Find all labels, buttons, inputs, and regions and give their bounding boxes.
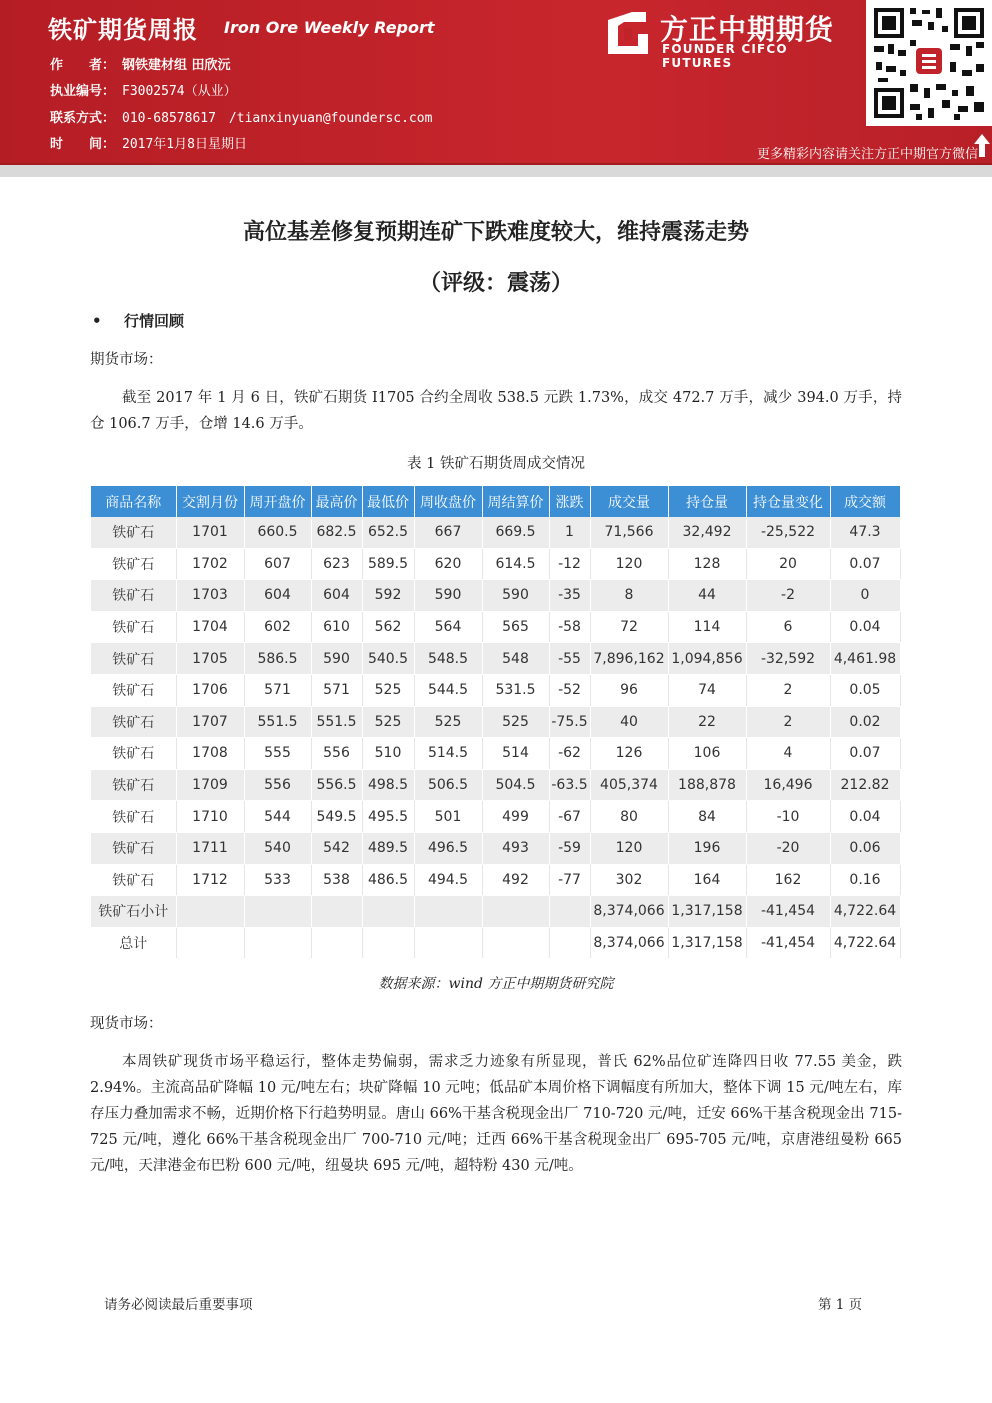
table-cell: 1706: [176, 674, 244, 706]
table-cell: 604: [311, 580, 362, 612]
table-cell: 544.5: [414, 674, 482, 706]
logo-text-en: FOUNDER CIFCO FUTURES: [662, 42, 788, 70]
table-cell: -2: [746, 580, 830, 612]
table-cell: 铁矿石: [91, 548, 176, 580]
table-cell: 4,722.64: [830, 896, 900, 928]
table-cell: 504.5: [482, 769, 549, 801]
table-cell: -62: [549, 738, 590, 770]
table-cell: 1708: [176, 738, 244, 770]
table-cell: 4,722.64: [830, 927, 900, 959]
table-cell: 16,496: [746, 769, 830, 801]
table-cell: [244, 896, 311, 928]
table-cell: 0.04: [830, 801, 900, 833]
table-cell: [244, 927, 311, 959]
table-cell: 196: [668, 832, 746, 864]
table-header-cell: 最低价: [362, 486, 414, 517]
header-divider: [0, 163, 992, 177]
table-cell: -10: [746, 801, 830, 833]
table-cell: 212.82: [830, 769, 900, 801]
table-cell: 72: [590, 611, 668, 643]
table-cell: 564: [414, 611, 482, 643]
table-cell: 1707: [176, 706, 244, 738]
table-cell: -55: [549, 643, 590, 675]
table-cell: 302: [590, 864, 668, 896]
table-cell: 1: [549, 517, 590, 548]
table-cell: 405,374: [590, 769, 668, 801]
table-cell: -67: [549, 801, 590, 833]
table-header-cell: 周开盘价: [244, 486, 311, 517]
table-cell: 538: [311, 864, 362, 896]
table-cell: 551.5: [244, 706, 311, 738]
table-cell: 571: [311, 674, 362, 706]
table-cell: -63.5: [549, 769, 590, 801]
table-cell: 1701: [176, 517, 244, 548]
table-cell: [482, 896, 549, 928]
table-cell: 1,317,158: [668, 927, 746, 959]
table-cell: -25,522: [746, 517, 830, 548]
table-cell: 84: [668, 801, 746, 833]
table-header-cell: 交割月份: [176, 486, 244, 517]
table-cell: 114: [668, 611, 746, 643]
table-cell: 549.5: [311, 801, 362, 833]
table-cell: 501: [414, 801, 482, 833]
table-caption: 表 1 铁矿石期货周成交情况: [407, 456, 585, 472]
report-title-en: Iron Ore Weekly Report: [224, 18, 435, 37]
table-cell: 540: [244, 832, 311, 864]
table-cell: 486.5: [362, 864, 414, 896]
table-cell: 126: [590, 738, 668, 770]
table-cell: 510: [362, 738, 414, 770]
table-cell: 494.5: [414, 864, 482, 896]
table-row: [91, 896, 900, 928]
meta-contact: 联系方式： 010-68578617 /tianxinyuan@foundersc.com: [50, 111, 433, 126]
table-cell: [176, 927, 244, 959]
table-row: [91, 611, 900, 643]
table-cell: 106: [668, 738, 746, 770]
table-cell: 0.06: [830, 832, 900, 864]
table-cell: 47.3: [830, 517, 900, 548]
table-cell: -77: [549, 864, 590, 896]
table-row: [91, 927, 900, 959]
table-header-cell: 商品名称: [91, 486, 176, 517]
table-cell: 8,374,066: [590, 896, 668, 928]
table-header-row: [91, 486, 900, 517]
table-header-cell: 持仓量变化: [746, 486, 830, 517]
table-cell: 铁矿石: [91, 738, 176, 770]
table-cell: [549, 896, 590, 928]
table-cell: 6: [746, 611, 830, 643]
report-header: [0, 0, 992, 163]
table-cell: 489.5: [362, 832, 414, 864]
spot-label: 现货市场：: [90, 1016, 163, 1032]
table-header-cell: 持仓量: [668, 486, 746, 517]
table-cell: 164: [668, 864, 746, 896]
table-cell: 589.5: [362, 548, 414, 580]
table-cell: [549, 927, 590, 959]
table-cell: 542: [311, 832, 362, 864]
logo-mark-icon: [604, 10, 650, 56]
table-cell: -75.5: [549, 706, 590, 738]
table-cell: 555: [244, 738, 311, 770]
footer-notice: 请务必阅读最后重要事项: [104, 1297, 253, 1313]
table-cell: 551.5: [311, 706, 362, 738]
table-cell: 548.5: [414, 643, 482, 675]
table-cell: 623: [311, 548, 362, 580]
table-cell: 607: [244, 548, 311, 580]
table-cell: 602: [244, 611, 311, 643]
table-cell: 0.07: [830, 548, 900, 580]
table-body: [91, 517, 900, 959]
table-cell: 669.5: [482, 517, 549, 548]
table-cell: 8: [590, 580, 668, 612]
table-cell: 1703: [176, 580, 244, 612]
table-cell: -41,454: [746, 927, 830, 959]
table-header-cell: 最高价: [311, 486, 362, 517]
table-cell: 614.5: [482, 548, 549, 580]
table-cell: 586.5: [244, 643, 311, 675]
bullet-icon: •: [92, 312, 102, 330]
table-cell: 652.5: [362, 517, 414, 548]
table-cell: 556: [244, 769, 311, 801]
table-cell: 0.04: [830, 611, 900, 643]
table-cell: 40: [590, 706, 668, 738]
table-cell: -12: [549, 548, 590, 580]
table-header-cell: 周结算价: [482, 486, 549, 517]
table-cell: 0.05: [830, 674, 900, 706]
table-cell: 525: [362, 674, 414, 706]
meta-date: 时 间： 2017年1月8日星期日: [50, 137, 247, 152]
document-title: 高位基差修复预期连矿下跌难度较大，维持震荡走势: [242, 220, 749, 245]
table-cell: 514: [482, 738, 549, 770]
table-row: [91, 674, 900, 706]
table-cell: 682.5: [311, 517, 362, 548]
table-cell: 610: [311, 611, 362, 643]
table-cell: 铁矿石: [91, 674, 176, 706]
table-cell: 498.5: [362, 769, 414, 801]
table-cell: 1704: [176, 611, 244, 643]
table-cell: [311, 927, 362, 959]
table-cell: [414, 927, 482, 959]
table-cell: 533: [244, 864, 311, 896]
document-rating: （评级：震荡）: [418, 271, 573, 296]
table-cell: -59: [549, 832, 590, 864]
report-title: 铁矿期货周报: [48, 16, 198, 44]
table-cell: 514.5: [414, 738, 482, 770]
table-cell: 铁矿石: [91, 517, 176, 548]
table-cell: 1711: [176, 832, 244, 864]
table-row: [91, 548, 900, 580]
table-cell: 506.5: [414, 769, 482, 801]
table-cell: 7,896,162: [590, 643, 668, 675]
table-cell: 96: [590, 674, 668, 706]
table-cell: 562: [362, 611, 414, 643]
table-cell: 525: [362, 706, 414, 738]
table-cell: 496.5: [414, 832, 482, 864]
table-cell: 总计: [91, 927, 176, 959]
table-cell: 1712: [176, 864, 244, 896]
table-cell: 71,566: [590, 517, 668, 548]
arrow-stem: [979, 143, 985, 157]
table-cell: 590: [311, 643, 362, 675]
spot-paragraph: 本周铁矿现货市场平稳运行，整体走势偏弱，需求乏力迹象有所显现，普氏 62%品位矿连降四日收 77.55 美金，跌 2.94%。主流高品矿降幅 10 元/吨左右；块矿降幅 10 元吨；低品矿本周价格下调幅度有所加大，整体下调 15 元/吨左右，库存压力叠加需求不畅，近期价格下行趋势明显。唐山 66%干基含税现金出厂 710-720 元/吨，迁安 66%干基含税现金出 715-725 元/吨，遵化 66%干基含税现金出厂 700-710 元/吨；迁西 66%干基含税现金出厂 695-705 元/吨，京唐港纽曼粉 665 元/吨，天津港金布巴粉 600 元/吨，纽曼块 695 元/吨，超特粉 430 元/吨。: [90, 1054, 902, 1174]
table-row: [91, 801, 900, 833]
table-cell: [362, 927, 414, 959]
table-row: [91, 517, 900, 548]
table-cell: 80: [590, 801, 668, 833]
table-cell: 铁矿石: [91, 580, 176, 612]
table-cell: 8,374,066: [590, 927, 668, 959]
table-cell: 162: [746, 864, 830, 896]
table-cell: 604: [244, 580, 311, 612]
table-cell: -32,592: [746, 643, 830, 675]
futures-table: [91, 486, 901, 959]
table-cell: -35: [549, 580, 590, 612]
table-cell: 铁矿石: [91, 706, 176, 738]
table-cell: 0.02: [830, 706, 900, 738]
table-cell: [311, 896, 362, 928]
table-cell: 565: [482, 611, 549, 643]
table-row: [91, 738, 900, 770]
table-cell: 0.07: [830, 738, 900, 770]
table-cell: 493: [482, 832, 549, 864]
table-cell: 铁矿石: [91, 832, 176, 864]
table-cell: 32,492: [668, 517, 746, 548]
table-cell: 1705: [176, 643, 244, 675]
table-row: [91, 643, 900, 675]
table-cell: 74: [668, 674, 746, 706]
table-cell: 571: [244, 674, 311, 706]
table-cell: 铁矿石: [91, 864, 176, 896]
futures-label: 期货市场：: [90, 352, 163, 368]
table-cell: 667: [414, 517, 482, 548]
table-source: 数据来源：wind 方正中期期货研究院: [378, 976, 614, 992]
table-row: [91, 832, 900, 864]
table-cell: 540.5: [362, 643, 414, 675]
qr-code-icon: [866, 0, 992, 126]
table-cell: 铁矿石: [91, 643, 176, 675]
table-cell: 4: [746, 738, 830, 770]
table-cell: 590: [482, 580, 549, 612]
table-cell: 620: [414, 548, 482, 580]
table-cell: -41,454: [746, 896, 830, 928]
table-cell: 4,461.98: [830, 643, 900, 675]
table-cell: 1,317,158: [668, 896, 746, 928]
table-cell: 499: [482, 801, 549, 833]
table-cell: 188,878: [668, 769, 746, 801]
footer-page-number: 第 1 页: [818, 1297, 863, 1313]
table-cell: 544: [244, 801, 311, 833]
table-cell: 铁矿石: [91, 769, 176, 801]
table-cell: 556.5: [311, 769, 362, 801]
table-header-cell: 成交额: [830, 486, 900, 517]
table-header-cell: 周收盘价: [414, 486, 482, 517]
table-header-cell: 成交量: [590, 486, 668, 517]
table-row: [91, 706, 900, 738]
table-cell: 22: [668, 706, 746, 738]
table-cell: 1709: [176, 769, 244, 801]
table-cell: 660.5: [244, 517, 311, 548]
table-cell: 120: [590, 548, 668, 580]
table-row: [91, 864, 900, 896]
company-logo: [604, 8, 854, 70]
table-cell: 120: [590, 832, 668, 864]
table-cell: [482, 927, 549, 959]
meta-license: 执业编号： F3002574（从业）: [50, 84, 237, 99]
section-heading: • 行情回顾: [92, 312, 185, 330]
table-cell: [176, 896, 244, 928]
table-cell: 492: [482, 864, 549, 896]
table-cell: 20: [746, 548, 830, 580]
table-cell: 590: [414, 580, 482, 612]
table-cell: 0: [830, 580, 900, 612]
table-cell: 556: [311, 738, 362, 770]
table-cell: -52: [549, 674, 590, 706]
table-cell: 铁矿石: [91, 611, 176, 643]
table-cell: 128: [668, 548, 746, 580]
table-cell: 495.5: [362, 801, 414, 833]
table-cell: 44: [668, 580, 746, 612]
table-cell: 1,094,856: [668, 643, 746, 675]
table-cell: 铁矿石: [91, 801, 176, 833]
table-cell: 525: [414, 706, 482, 738]
table-cell: [362, 896, 414, 928]
table-cell: [414, 896, 482, 928]
meta-author: 作 者： 钢铁建材组 田欣沅: [50, 58, 231, 73]
table-row: [91, 769, 900, 801]
table-cell: 531.5: [482, 674, 549, 706]
table-cell: 2: [746, 674, 830, 706]
table-cell: -20: [746, 832, 830, 864]
table-header-cell: 涨跌: [549, 486, 590, 517]
table-cell: -58: [549, 611, 590, 643]
table-cell: 1702: [176, 548, 244, 580]
futures-paragraph: 截至 2017 年 1 月 6 日，铁矿石期货 I1705 合约全周收 538.5 元跌 1.73%，成交 472.7 万手，减少 394.0 万手，持仓 106.7 万手，仓增 14.6 万手。: [90, 390, 902, 432]
table-cell: 2: [746, 706, 830, 738]
wechat-follow-text: 更多精彩内容请关注方正中期官方微信: [756, 147, 978, 162]
table-cell: 铁矿石小计: [91, 896, 176, 928]
logo-text-cn: 方正中期期货: [660, 13, 835, 46]
table-cell: 525: [482, 706, 549, 738]
table-cell: 0.16: [830, 864, 900, 896]
table-cell: 1710: [176, 801, 244, 833]
table-cell: 592: [362, 580, 414, 612]
table-row: [91, 580, 900, 612]
table-cell: 548: [482, 643, 549, 675]
